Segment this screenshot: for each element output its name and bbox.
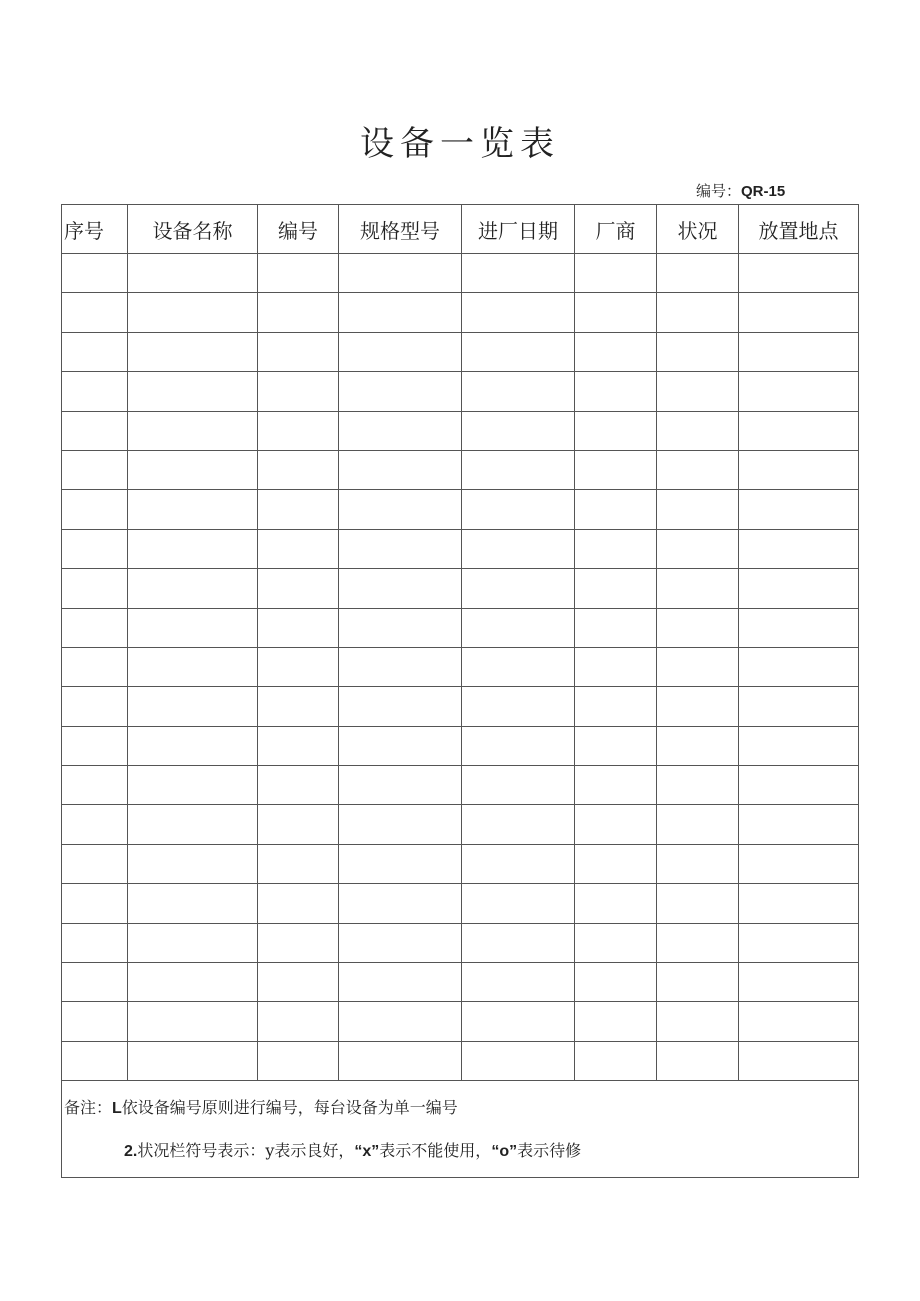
table-cell <box>258 450 339 489</box>
table-cell <box>128 844 258 883</box>
table-cell <box>462 608 575 647</box>
table-cell <box>739 1002 859 1041</box>
table-cell <box>657 569 739 608</box>
table-cell <box>258 293 339 332</box>
table-cell <box>739 529 859 568</box>
table-cell <box>575 766 657 805</box>
table-cell <box>575 884 657 923</box>
table-cell <box>575 490 657 529</box>
table-cell <box>128 490 258 529</box>
table-row <box>62 608 859 647</box>
table-cell <box>258 1002 339 1041</box>
document-code <box>696 180 785 201</box>
table-row <box>62 884 859 923</box>
table-cell <box>339 805 462 844</box>
table-cell <box>258 963 339 1002</box>
notes-prefix: 备注： <box>64 1098 113 1118</box>
table-cell <box>462 254 575 293</box>
table-cell <box>739 293 859 332</box>
table-cell <box>739 608 859 647</box>
table-cell <box>128 450 258 489</box>
note-line-1 <box>64 1095 858 1118</box>
table-cell <box>128 254 258 293</box>
table-row <box>62 647 859 686</box>
table-row <box>62 963 859 1002</box>
table-cell <box>339 254 462 293</box>
table-cell <box>657 805 739 844</box>
table-cell <box>258 805 339 844</box>
table-cell <box>339 687 462 726</box>
table-cell <box>462 1041 575 1080</box>
page-title: 设备一览表 <box>360 124 560 164</box>
table-cell <box>657 1002 739 1041</box>
table-cell <box>62 923 128 962</box>
table-cell <box>339 726 462 765</box>
table-cell <box>739 884 859 923</box>
table-cell <box>739 490 859 529</box>
equipment-table <box>61 204 859 1178</box>
table-cell <box>657 529 739 568</box>
table-cell <box>657 332 739 371</box>
table-cell <box>339 766 462 805</box>
document-code-value: QR-15 <box>741 183 786 200</box>
table-row <box>62 1041 859 1080</box>
table-cell <box>62 450 128 489</box>
table-cell <box>657 450 739 489</box>
table-cell <box>339 293 462 332</box>
note-2-symbol-x: “x” <box>354 1143 380 1161</box>
table-cell <box>575 372 657 411</box>
table-cell <box>575 254 657 293</box>
table-cell <box>128 687 258 726</box>
table-cell <box>575 805 657 844</box>
table-cell <box>657 884 739 923</box>
header-cell-code: 编号 <box>258 205 339 254</box>
table-cell <box>657 372 739 411</box>
table-cell <box>462 805 575 844</box>
table-cell <box>128 1041 258 1080</box>
table-cell <box>462 450 575 489</box>
table-cell <box>128 293 258 332</box>
table-cell <box>258 529 339 568</box>
table-cell <box>739 805 859 844</box>
table-row <box>62 254 859 293</box>
table-cell <box>62 529 128 568</box>
table-cell <box>128 805 258 844</box>
table-cell <box>258 726 339 765</box>
table-row <box>62 293 859 332</box>
table-cell <box>575 450 657 489</box>
table-cell <box>657 490 739 529</box>
table-cell <box>258 923 339 962</box>
table-cell <box>62 844 128 883</box>
table-row <box>62 450 859 489</box>
table-cell <box>258 687 339 726</box>
table-cell <box>462 923 575 962</box>
table-cell <box>739 450 859 489</box>
table-cell <box>657 766 739 805</box>
table-cell <box>128 569 258 608</box>
table-cell <box>62 1002 128 1041</box>
table-cell <box>657 608 739 647</box>
header-cell-entry-date: 进厂日期 <box>462 205 575 254</box>
table-cell <box>62 1041 128 1080</box>
table-cell <box>128 766 258 805</box>
table-cell <box>258 411 339 450</box>
notes-row <box>62 1081 859 1178</box>
table-cell <box>62 490 128 529</box>
table-cell <box>657 1041 739 1080</box>
table-cell <box>62 332 128 371</box>
table-cell <box>339 608 462 647</box>
table-cell <box>575 529 657 568</box>
notes-cell <box>62 1081 859 1178</box>
table-row <box>62 569 859 608</box>
table-cell <box>657 687 739 726</box>
table-cell <box>62 687 128 726</box>
table-cell <box>462 372 575 411</box>
table-cell <box>575 726 657 765</box>
table-cell <box>657 726 739 765</box>
table-cell <box>575 687 657 726</box>
table-cell <box>62 726 128 765</box>
table-cell <box>657 411 739 450</box>
table-cell <box>128 923 258 962</box>
table-cell <box>62 884 128 923</box>
table-cell <box>258 569 339 608</box>
table-cell <box>258 254 339 293</box>
table-cell <box>128 529 258 568</box>
table-cell <box>258 1041 339 1080</box>
table-cell <box>128 608 258 647</box>
header-cell-location: 放置地点 <box>739 205 859 254</box>
table-row <box>62 805 859 844</box>
note-line-2 <box>124 1138 858 1161</box>
table-cell <box>339 569 462 608</box>
table-cell <box>128 372 258 411</box>
table-cell <box>462 766 575 805</box>
table-cell <box>575 923 657 962</box>
header-cell-manufacturer: 厂商 <box>575 205 657 254</box>
table-cell <box>575 647 657 686</box>
table-cell <box>462 293 575 332</box>
table-row <box>62 766 859 805</box>
table-cell <box>739 766 859 805</box>
table-cell <box>62 254 128 293</box>
table-cell <box>128 963 258 1002</box>
header-cell-status: 状况 <box>657 205 739 254</box>
note-2-number: 2. <box>124 1143 138 1161</box>
table-cell <box>462 884 575 923</box>
table-cell <box>62 608 128 647</box>
table-cell <box>575 844 657 883</box>
table-cell <box>462 687 575 726</box>
table-cell <box>258 766 339 805</box>
table-cell <box>657 923 739 962</box>
table-cell <box>739 844 859 883</box>
table-cell <box>739 923 859 962</box>
table-cell <box>339 529 462 568</box>
table-cell <box>462 1002 575 1041</box>
table-cell <box>739 372 859 411</box>
table-cell <box>62 766 128 805</box>
table-cell <box>258 332 339 371</box>
table-cell <box>62 963 128 1002</box>
table-cell <box>462 411 575 450</box>
table-cell <box>258 647 339 686</box>
note-2-text-a: 状况栏符号表示：y表示良好， <box>137 1141 355 1161</box>
table-cell <box>339 963 462 1002</box>
table-cell <box>62 805 128 844</box>
table-cell <box>339 923 462 962</box>
table-cell <box>739 687 859 726</box>
table-cell <box>128 332 258 371</box>
table-cell <box>462 963 575 1002</box>
table-cell <box>62 372 128 411</box>
table-cell <box>575 332 657 371</box>
table-cell <box>575 293 657 332</box>
table-cell <box>575 1041 657 1080</box>
table-cell <box>339 372 462 411</box>
table-cell <box>258 844 339 883</box>
table-cell <box>339 411 462 450</box>
table-cell <box>258 372 339 411</box>
table-cell <box>339 450 462 489</box>
table-cell <box>62 647 128 686</box>
note-2-text-b: 表示不能使用， <box>379 1141 492 1161</box>
table-cell <box>462 490 575 529</box>
table-cell <box>657 963 739 1002</box>
table-cell <box>258 884 339 923</box>
table-cell <box>339 1041 462 1080</box>
table-row <box>62 372 859 411</box>
table-cell <box>462 332 575 371</box>
table-cell <box>128 884 258 923</box>
table-cell <box>739 963 859 1002</box>
table-header-row <box>62 205 859 254</box>
table-body <box>62 254 859 1081</box>
document-code-label: 编号： <box>696 182 742 200</box>
table-row <box>62 923 859 962</box>
table-row <box>62 687 859 726</box>
table-cell <box>128 411 258 450</box>
table-cell <box>62 411 128 450</box>
table-cell <box>575 411 657 450</box>
table-cell <box>339 332 462 371</box>
table-cell <box>258 608 339 647</box>
table-cell <box>657 254 739 293</box>
table-cell <box>739 254 859 293</box>
table-cell <box>339 490 462 529</box>
table-cell <box>739 569 859 608</box>
table-cell <box>128 726 258 765</box>
note-1-text: 依设备编号原则进行编号，每台设备为单一编号 <box>121 1098 458 1118</box>
header-cell-serial: 序号 <box>62 205 128 254</box>
table-cell <box>739 332 859 371</box>
table-row <box>62 529 859 568</box>
table-cell <box>575 569 657 608</box>
table-cell <box>575 963 657 1002</box>
table-row <box>62 726 859 765</box>
table-cell <box>462 529 575 568</box>
table-row <box>62 490 859 529</box>
table-row <box>62 844 859 883</box>
table-cell <box>462 647 575 686</box>
note-2-symbol-o: “o” <box>491 1143 518 1161</box>
table-cell <box>462 726 575 765</box>
table-cell <box>62 569 128 608</box>
table-row <box>62 1002 859 1041</box>
table-row <box>62 411 859 450</box>
header-cell-equipment-name: 设备名称 <box>128 205 258 254</box>
header-cell-spec-model: 规格型号 <box>339 205 462 254</box>
table-cell <box>657 293 739 332</box>
table-cell <box>657 844 739 883</box>
table-cell <box>462 569 575 608</box>
table-cell <box>128 1002 258 1041</box>
table-cell <box>739 1041 859 1080</box>
table-cell <box>739 726 859 765</box>
table-cell <box>739 647 859 686</box>
table-cell <box>62 293 128 332</box>
note-1-number: L <box>112 1100 122 1118</box>
table-cell <box>339 1002 462 1041</box>
table-cell <box>339 844 462 883</box>
table-cell <box>462 844 575 883</box>
table-cell <box>128 647 258 686</box>
table-cell <box>739 411 859 450</box>
table-cell <box>575 608 657 647</box>
table-cell <box>258 490 339 529</box>
note-2-text-c: 表示待修 <box>517 1141 582 1161</box>
table-row <box>62 332 859 371</box>
table-cell <box>339 884 462 923</box>
table-cell <box>657 647 739 686</box>
table-cell <box>575 1002 657 1041</box>
table-cell <box>339 647 462 686</box>
